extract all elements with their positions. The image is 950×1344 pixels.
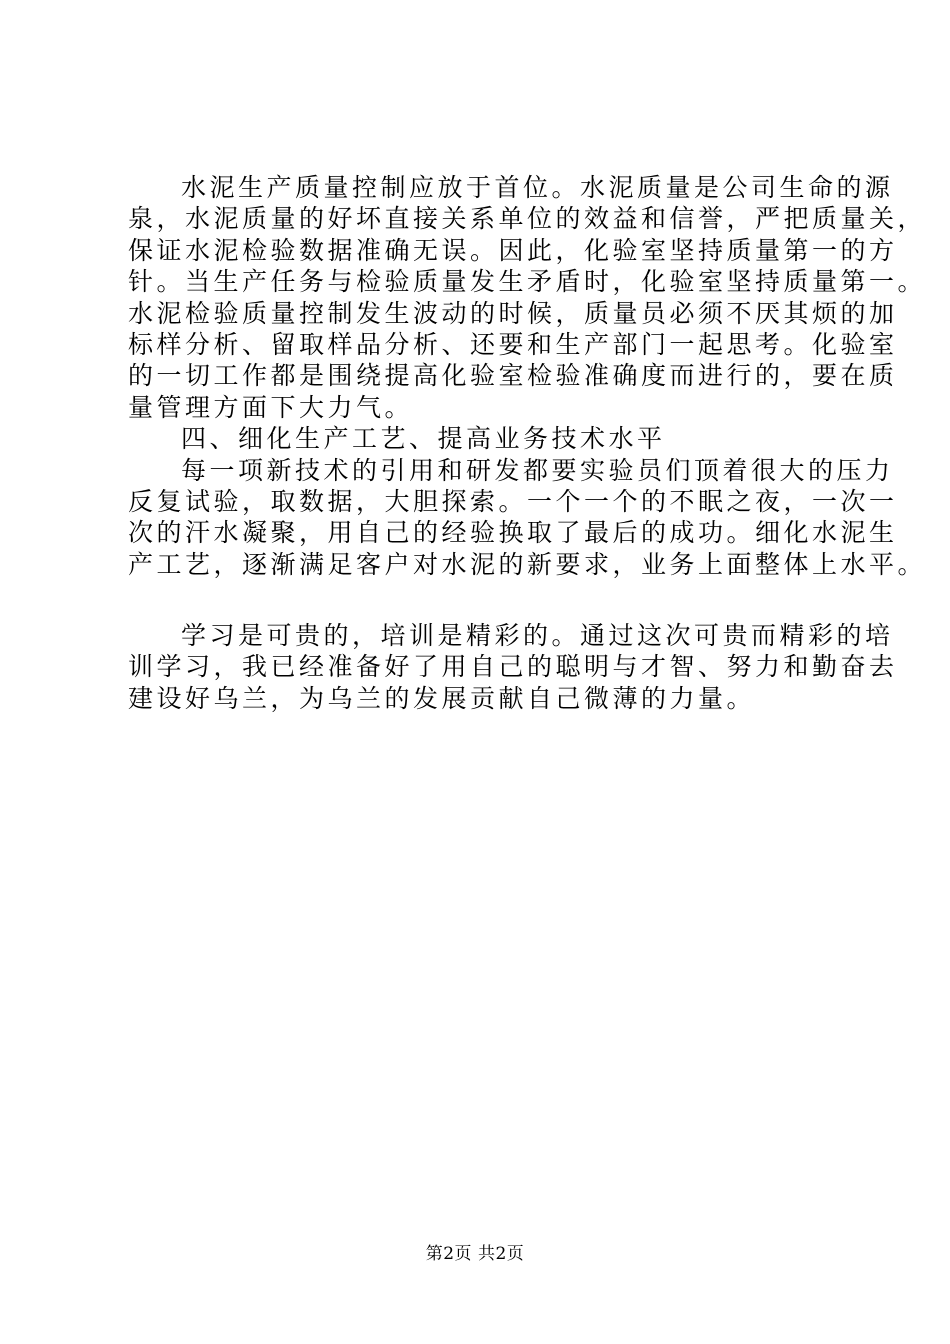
text-line: 保证水泥检验数据准确无误。因此，化验室坚持质量第一的方 [128, 235, 898, 265]
paragraph-new-technology [128, 455, 927, 581]
paragraph-quality-control [128, 172, 927, 423]
document-body [128, 172, 927, 714]
section-heading: 四、细化生产工艺、提高业务技术水平 [181, 424, 666, 454]
text-line: 水泥检验质量控制发生波动的时候，质量员必须不厌其烦的加 [128, 298, 898, 328]
text-line: 标样分析、留取样品分析、还要和生产部门一起思考。化验室 [128, 329, 898, 359]
text-line: 针。当生产任务与检验质量发生矛盾时，化验室坚持质量第一。 [128, 267, 927, 297]
text-line: 量管理方面下大力气。 [128, 392, 414, 422]
text-line: 的一切工作都是围绕提高化验室检验准确度而进行的，要在质 [128, 361, 898, 391]
text-line: 泉，水泥质量的好坏直接关系单位的效益和信誉，严把质量关， [128, 204, 927, 234]
text-line: 次的汗水凝聚，用自己的经验换取了最后的成功。细化水泥生 [128, 518, 898, 548]
text-line: 训学习，我已经准备好了用自己的聪明与才智、努力和勤奋去 [128, 652, 898, 682]
text-line: 产工艺，逐渐满足客户对水泥的新要求，业务上面整体上水平。 [128, 549, 927, 579]
text-line: 每一项新技术的引用和研发都要实验员们顶着很大的压力 [181, 455, 894, 485]
text-line: 建设好乌兰，为乌兰的发展贡献自己微薄的力量。 [128, 683, 756, 713]
paragraph-conclusion [128, 620, 898, 714]
text-line: 学习是可贵的，培训是精彩的。通过这次可贵而精彩的培 [181, 621, 894, 651]
page-number: 第2页 共2页 [425, 1244, 525, 1264]
text-line: 水泥生产质量控制应放于首位。水泥质量是公司生命的源 [181, 173, 894, 202]
text-line: 反复试验，取数据，大胆探索。一个一个的不眠之夜，一次一 [128, 486, 898, 516]
paragraph-spacer [128, 580, 854, 620]
page-footer [0, 1243, 950, 1265]
